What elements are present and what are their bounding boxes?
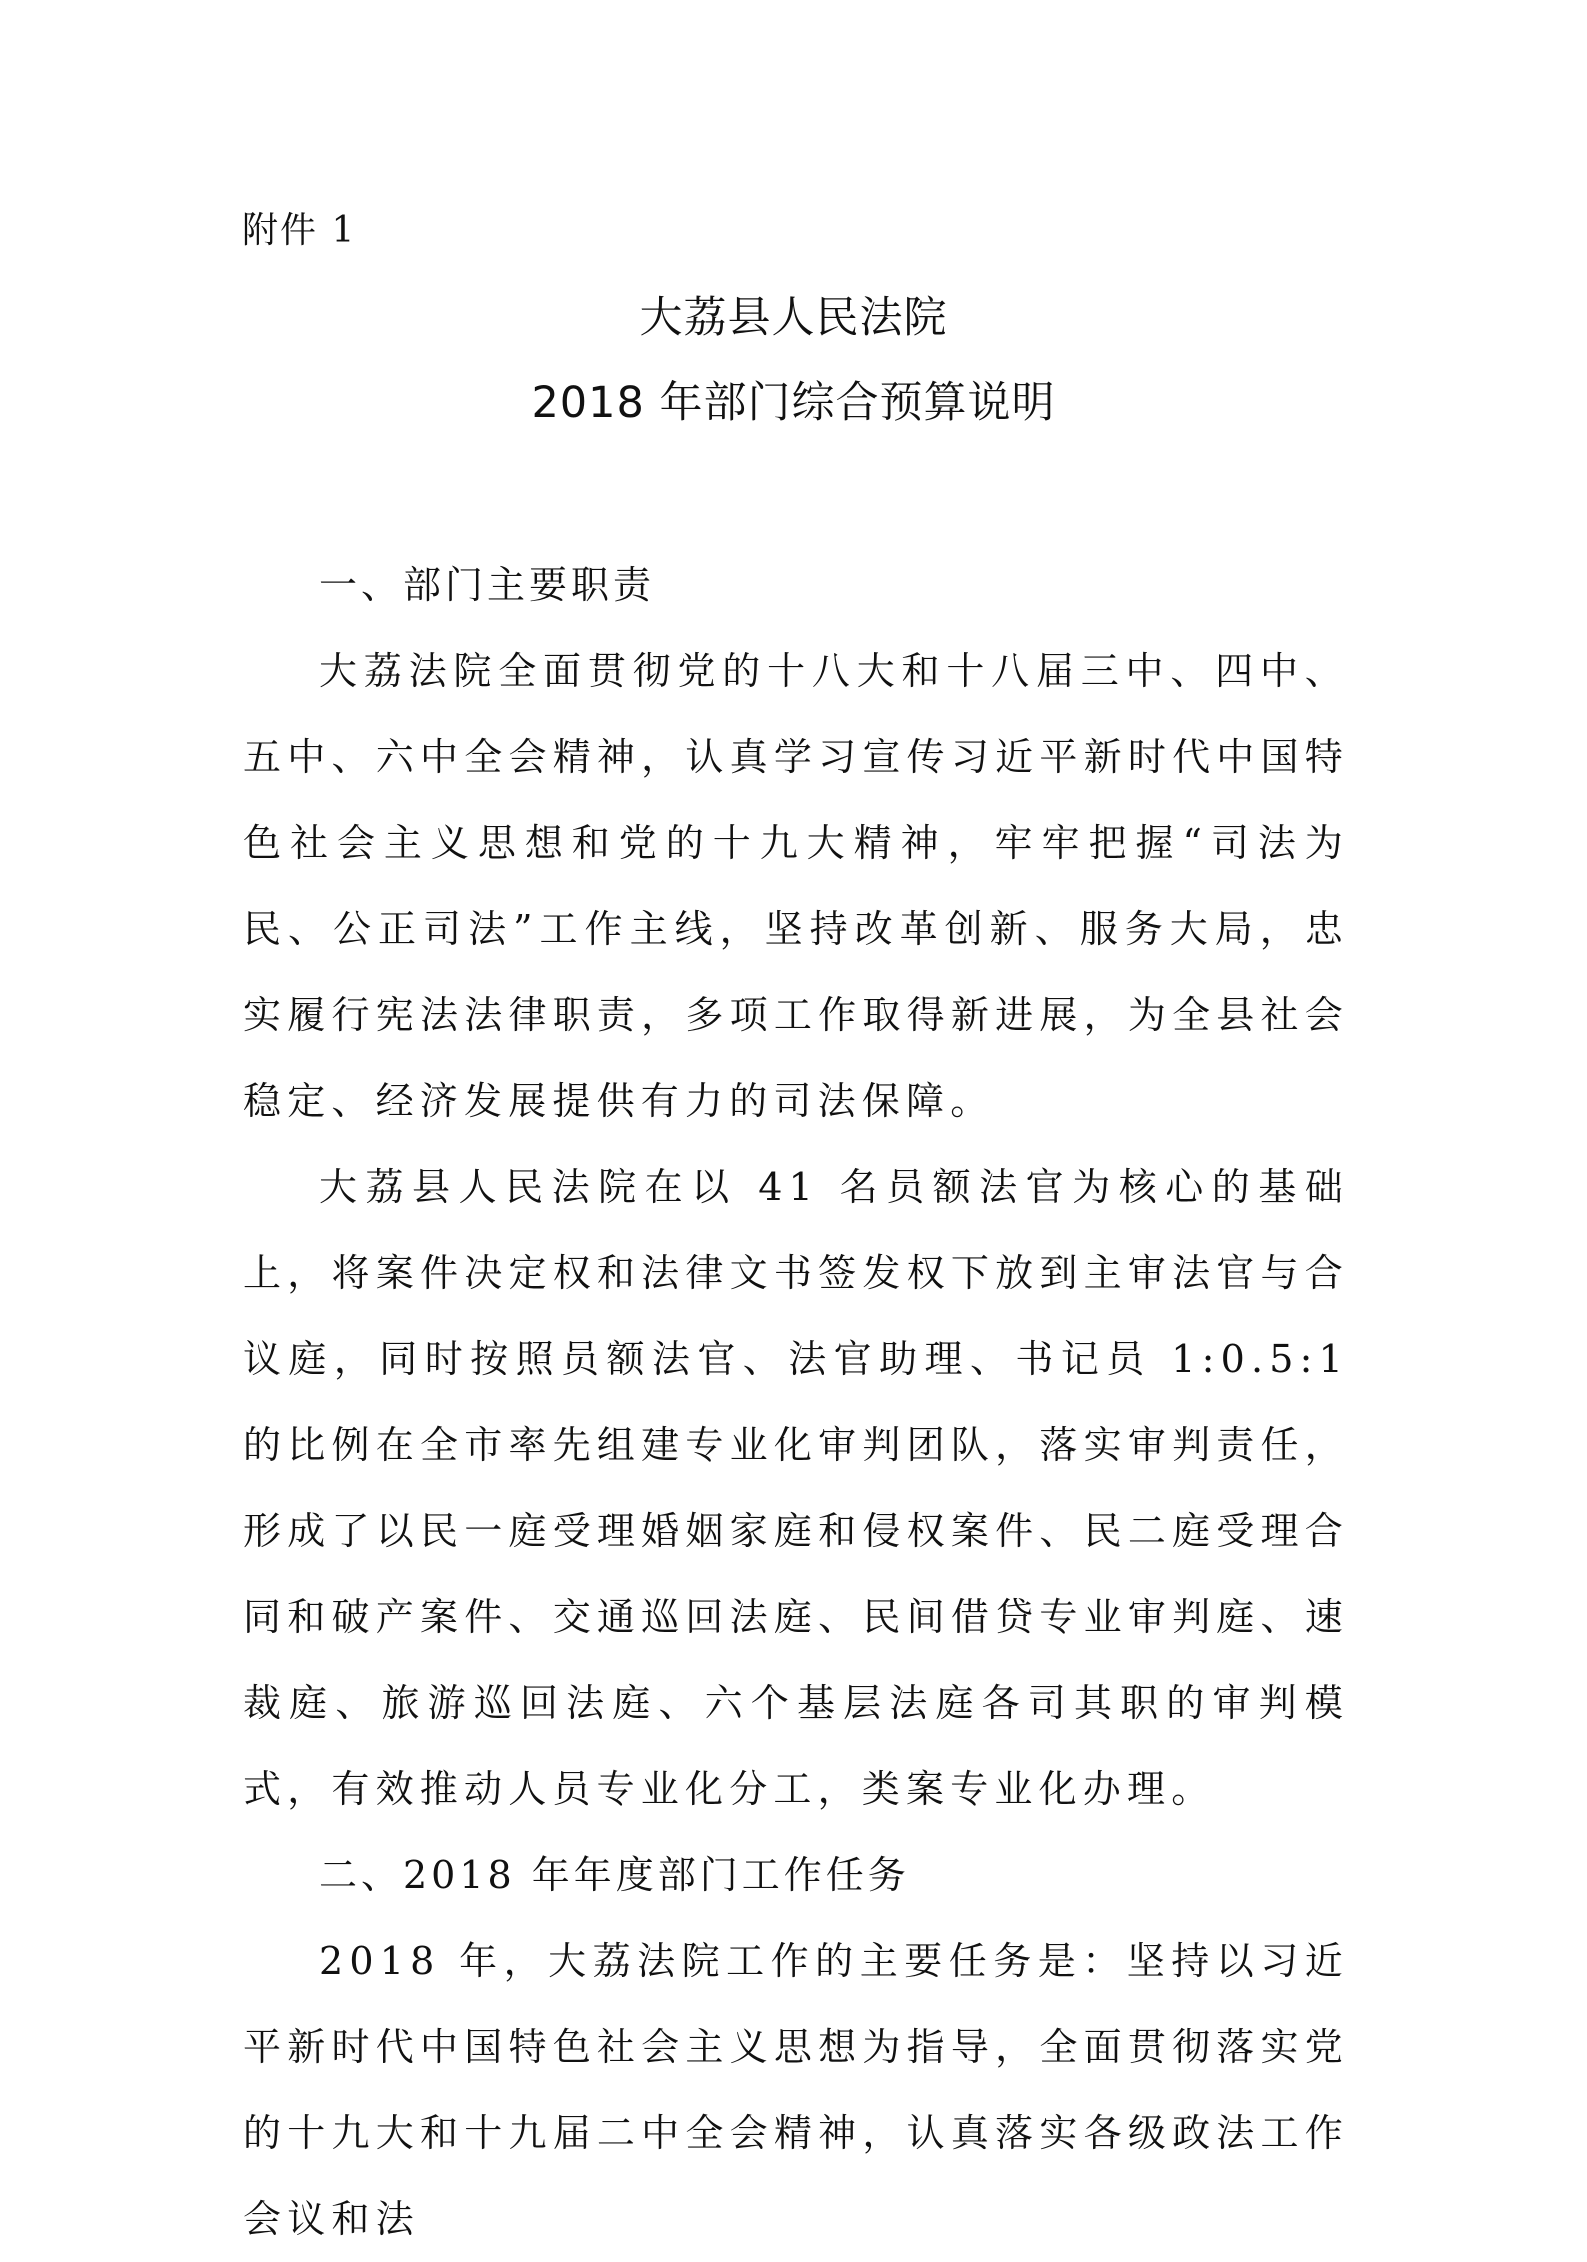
section2-heading: 二、2018 年年度部门工作任务 [319,1853,910,1897]
document-body [243,542,1349,2262]
paragraph-responsibilities: 大荔法院全面贯彻党的十八大和十八届三中、四中、五中、六中全会精神，认真学习宣传习近平新时代中国特色社会主义思想和党的十九大精神，牢牢把握“司法为民、公正司法”工作主线，坚持改革创新、服务大局，忠实履行宪法法律职责，多项工作取得新进展，为全县社会稳定、经济发展提供有力的司法保障。 [243,649,1349,1123]
document-title-line2: 2018 年部门综合预算说明 [531,378,1056,428]
attachment-label: 附件 1 [242,210,357,251]
paragraph-judges: 大荔县人民法院在以 41 名员额法官为核心的基础上，将案件决定权和法律文书签发权下放到主审法官与合议庭，同时按照员额法官、法官助理、书记员 1:0.5:1 的比例在全市率先组建专业化审判团队，落实审判责任，形成了以民一庭受理婚姻家庭和侵权案件、民二庭受理合同和破产案件、交通巡回法庭、民间借贷专业审判庭、速裁庭、旅游巡回法庭、六个基层法庭各司其职的审判模式，有效推动人员专业化分工，类案专业化办理。 [243,1165,1349,1811]
paragraph-tasks: 2018 年，大荔法院工作的主要任务是：坚持以习近平新时代中国特色社会主义思想为指导，全面贯彻落实党的十九大和十九届二中全会精神，认真落实各级政法工作会议和法 [243,1939,1349,2241]
document-title-line1: 大荔县人民法院 [639,293,948,343]
section1-heading: 一、部门主要职责 [319,563,656,607]
